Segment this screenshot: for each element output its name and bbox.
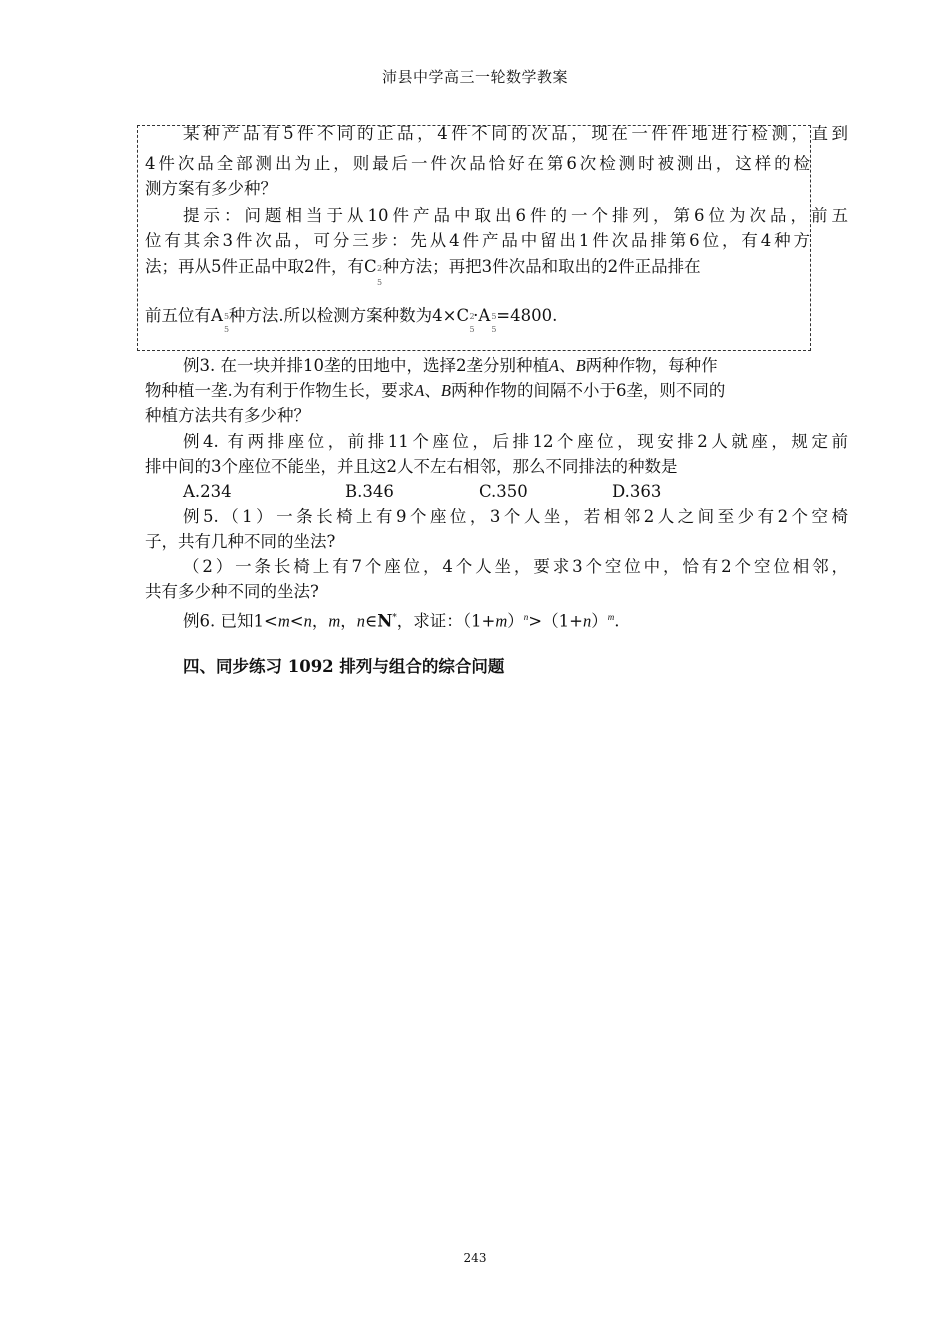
page-header: 沛县中学高三一轮数学教案 [381, 68, 568, 86]
combination-symbol-2: C 2 5 [456, 306, 475, 334]
example-5-line-2: 子，共有几种不同的坐法? [145, 532, 336, 551]
arrangement-symbol: A 5 5 [211, 306, 230, 334]
example-4-line-1: 例4. 有两排座位，前排11个座位，后排12个座位，现安排2人就座，规定前 [183, 432, 848, 451]
box-line-3: 测方案有多少种？ [145, 179, 277, 198]
arrangement-symbol-2: A 5 5 [478, 306, 497, 334]
option-c: C.350 [479, 482, 528, 501]
example-4-options [145, 480, 810, 504]
example-3-line-3: 种植方法共有多少种？ [145, 406, 310, 425]
combination-symbol: C 2 5 [364, 257, 383, 287]
combination-superscript: 2 [377, 264, 383, 273]
option-a: A.234 [183, 482, 232, 501]
dot-operator: · [473, 306, 479, 325]
box-line-7-text-b: 种方法.所以检测方案种数为4× [228, 306, 457, 325]
box-line-7-text-a: 前五位有 [145, 306, 211, 325]
box-line-1: 某种产品有5件不同的正品，4件不同的次品，现在一件件地进行检测，直到 [183, 124, 848, 143]
option-d: D.363 [612, 482, 662, 501]
box-line-6-text-a: 法；再从5件正品中取2件，有 [145, 257, 364, 276]
box-line-2: 4件次品全部测出为止，则最后一件次品恰好在第6次检测时被测出，这样的检 [145, 154, 810, 173]
example-4-line-2: 排中间的3个座位不能坐，并且这2人不左右相邻，那么不同排法的种数是 [145, 457, 678, 476]
example-6: 例6. 已知1<m<n，m，n∈N*，求证：$(1+m)^n>(1+n)^m$. [183, 611, 620, 631]
section-heading: 四、同步练习 1092 排列与组合的综合问题 [183, 657, 505, 676]
example-3-line-1: 例3. 在一块并排10垄的田地中，选择2垄分别种植A、B两种作物，每种作 [183, 356, 718, 375]
box-line-5: 位有其余3件次品，可分三步：先从4件产品中留出1件次品排第6位，有4种方 [145, 231, 810, 250]
box-line-6 [145, 255, 810, 287]
box-line-7 [145, 304, 810, 334]
example-5-line-1: 例5.（1）一条长椅上有9个座位，3个人坐，若相邻2人之间至少有2个空椅 [183, 507, 848, 526]
example-3-line-2: 物种植一垄.为有利于作物生长，要求A、B两种作物的间隔不小于6垄，则不同的 [145, 381, 726, 400]
example-5-line-3: （2）一条长椅上有7个座位，4个人坐，要求3个空位中，恰有2个空位相邻， [183, 557, 848, 576]
box-line-6-text-b: 种方法；再把3件次品和取出的2件正品排在 [382, 257, 701, 276]
option-b: B.346 [345, 482, 394, 501]
page-number: 243 [463, 1251, 487, 1265]
box-line-7-result: =4800. [496, 306, 558, 325]
combination-subscript: 5 [377, 278, 383, 287]
example-5-line-4: 共有多少种不同的坐法? [145, 582, 319, 601]
box-line-4: 提示：问题相当于从10件产品中取出6件的一个排列，第6位为次品，前五 [183, 206, 848, 225]
